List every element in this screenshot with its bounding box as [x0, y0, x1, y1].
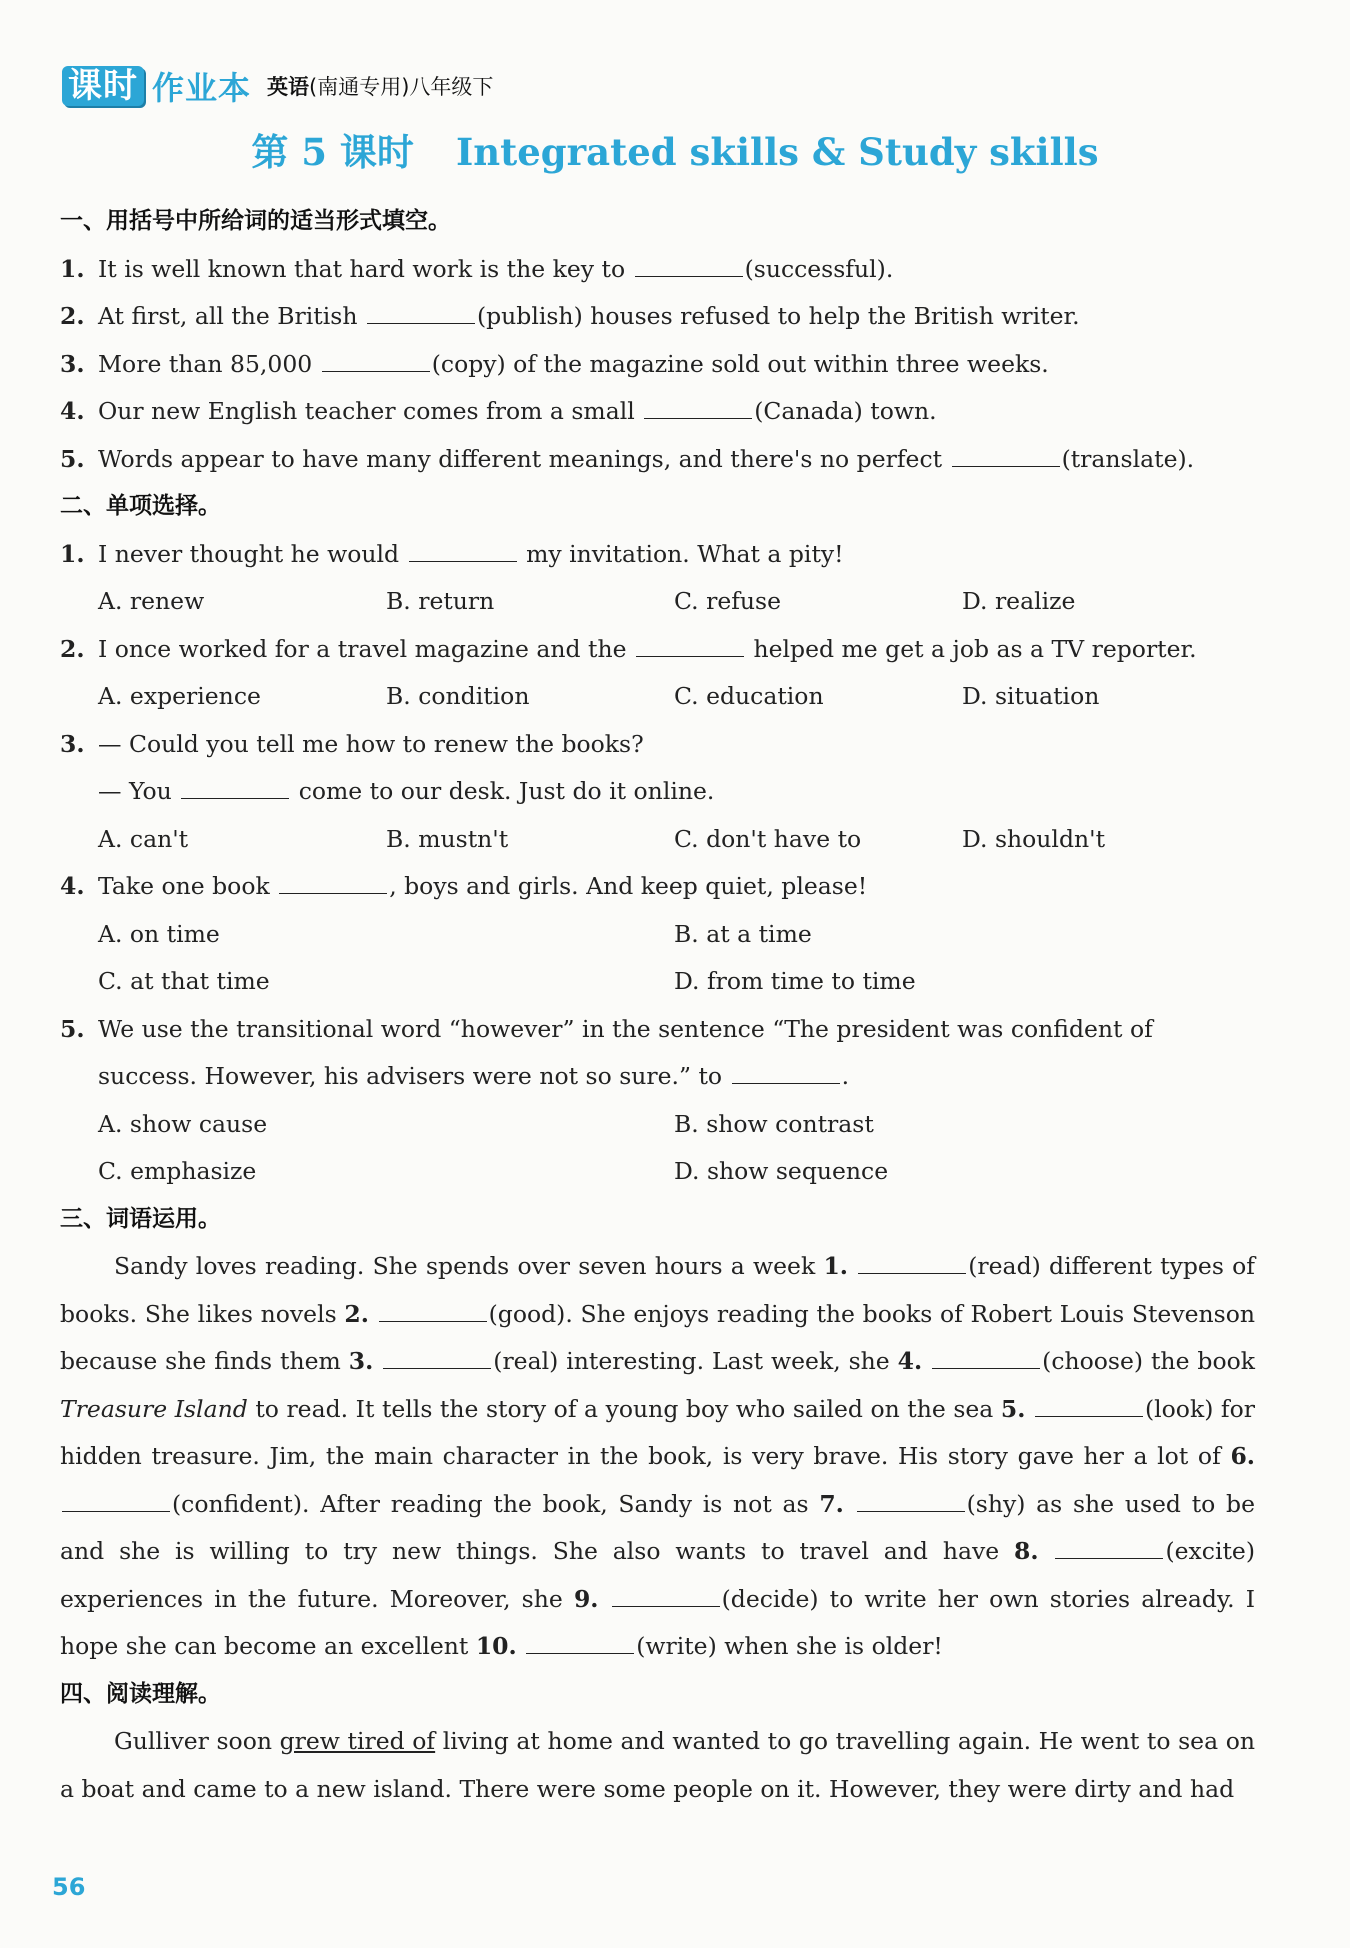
s2-question-5: 5. We use the transitional word “however” in the sentence “The president was confident of — [60, 1014, 1153, 1043]
answer-blank[interactable] — [279, 863, 387, 894]
section-4-heading: 四、阅读理解。 — [60, 1680, 221, 1707]
s2-q3-reply: — You come to our desk. Just do it online. — [60, 768, 1255, 816]
lesson-topic: Integrated skills & Study skills — [455, 130, 1099, 174]
option-a[interactable]: A. can't — [98, 824, 189, 853]
s1-question-1: 1. It is well known that hard work is the key to (successful). — [60, 246, 1255, 294]
s2-q2-options — [60, 673, 1255, 721]
answer-blank[interactable] — [62, 1481, 170, 1512]
lesson-title — [0, 122, 1350, 176]
option-d[interactable]: D. situation — [962, 682, 1100, 710]
s2-question-1: 1. I never thought he would my invitation. What a pity! — [60, 531, 1255, 579]
answer-blank[interactable] — [644, 388, 752, 419]
series-brand: 作业本 — [152, 69, 252, 107]
option-b[interactable]: B. return — [386, 587, 495, 615]
blank-number: 6. — [1230, 1442, 1255, 1470]
option-a[interactable]: A. on time — [98, 919, 220, 948]
answer-blank[interactable] — [636, 626, 744, 657]
s1-question-4: 4. Our new English teacher comes from a small (Canada) town. — [60, 388, 1255, 436]
option-c[interactable]: C. at that time — [98, 967, 270, 995]
answer-blank[interactable] — [383, 1338, 491, 1369]
page-header — [62, 64, 493, 108]
answer-blank[interactable] — [409, 531, 517, 562]
book-title: Treasure Island — [60, 1394, 248, 1423]
s1-question-2: 2. At first, all the British (publish) houses refused to help the British writer. — [60, 293, 1255, 341]
worksheet-content — [60, 198, 1255, 1813]
option-c[interactable]: C. refuse — [674, 587, 782, 615]
lesson-label: 第 5 课时 — [251, 130, 414, 174]
edition-label: (南通专用)八年级下 — [309, 75, 494, 99]
answer-blank[interactable] — [932, 1338, 1040, 1369]
blank-number: 4. — [897, 1347, 923, 1375]
blank-number: 9. — [573, 1584, 599, 1613]
answer-blank[interactable] — [857, 1481, 965, 1512]
answer-blank[interactable] — [379, 1291, 487, 1322]
s2-q4-options-row1 — [60, 911, 1255, 959]
s4-passage: Gulliver soon grew tired of living at home and wanted to go travelling again. He went to sea on a boat and came to a new island. There were some people on it. However, they were dirty and had — [60, 1727, 1255, 1803]
answer-blank[interactable] — [732, 1053, 840, 1084]
answer-blank[interactable] — [1035, 1386, 1143, 1417]
blank-number: 8. — [1014, 1537, 1039, 1565]
option-d[interactable]: D. shouldn't — [962, 824, 1106, 853]
answer-blank[interactable] — [858, 1243, 966, 1274]
blank-number: 7. — [819, 1489, 844, 1518]
option-d[interactable]: D. from time to time — [674, 967, 916, 995]
answer-blank[interactable] — [1055, 1528, 1163, 1559]
option-b[interactable]: B. condition — [386, 682, 530, 710]
option-a[interactable]: A. experience — [98, 682, 261, 710]
option-b[interactable]: B. at a time — [674, 919, 812, 948]
section-2-heading: 二、单项选择。 — [60, 493, 221, 519]
answer-blank[interactable] — [635, 246, 743, 277]
s3-passage: Sandy loves reading. She spends over seven hours a week 1. (read) different types of books. She likes novels 2. (good). She enjoys reading the books of Robert Louis Stevenson because she finds them 3. (real) interesting. Last week, she 4. (choose) the book Treasure Island to read. It tells the story of a young boy who sailed on the sea 5. (look) for hidden treasure. Jim, the main character in the book, is very brave. His story gave her a lot of 6. (confident). After reading the book, Sandy is not as 7. (shy) as she used to be and she is willing to try new things. She also wants to travel and have 8. (excite) experiences in the future. Moreover, she 9. (decide) to write her own stories already. I hope she can become an excellent 10. (write) when she is older! — [60, 1243, 1255, 1671]
s1-question-3: 3. More than 85,000 (copy) of the magazine sold out within three weeks. — [60, 341, 1255, 389]
option-a[interactable]: A. renew — [98, 587, 205, 615]
blank-number: 2. — [344, 1299, 369, 1328]
option-b[interactable]: B. mustn't — [386, 824, 509, 853]
blank-number: 3. — [348, 1347, 374, 1375]
s2-question-3: 3. — Could you tell me how to renew the books? — [60, 729, 644, 758]
option-d[interactable]: D. realize — [962, 587, 1076, 615]
s2-question-4: 4. Take one book , boys and girls. And keep quiet, please! — [60, 863, 1255, 911]
page-number: 56 — [52, 1873, 86, 1901]
answer-blank[interactable] — [612, 1576, 720, 1607]
subject-label: 英语 — [267, 75, 310, 99]
answer-blank[interactable] — [367, 293, 475, 324]
s2-q5-cont: success. However, his advisers were not so sure.” to . — [60, 1053, 1255, 1101]
option-d[interactable]: D. show sequence — [674, 1157, 889, 1185]
answer-blank[interactable] — [526, 1623, 634, 1654]
blank-number: 5. — [1000, 1394, 1026, 1423]
option-c[interactable]: C. education — [674, 682, 824, 710]
option-b[interactable]: B. show contrast — [674, 1109, 874, 1138]
s1-question-5: 5. Words appear to have many different meanings, and there's no perfect (translate). — [60, 436, 1255, 484]
blank-number: 1. — [823, 1252, 848, 1280]
s2-question-2: 2. I once worked for a travel magazine and the helped me get a job as a TV reporter. — [60, 626, 1255, 674]
s2-q4-options-row2 — [60, 958, 1255, 1006]
answer-blank[interactable] — [952, 436, 1060, 467]
option-a[interactable]: A. show cause — [98, 1109, 268, 1138]
s2-q3-options — [60, 816, 1255, 864]
option-c[interactable]: C. emphasize — [98, 1157, 257, 1185]
option-c[interactable]: C. don't have to — [674, 824, 862, 853]
s2-q5-options-row1 — [60, 1101, 1255, 1149]
blank-number: 10. — [475, 1632, 517, 1660]
answer-blank[interactable] — [181, 768, 289, 799]
s2-q1-options — [60, 578, 1255, 626]
s2-q5-options-row2 — [60, 1148, 1255, 1196]
answer-blank[interactable] — [322, 341, 430, 372]
section-1-heading: 一、用括号中所给词的适当形式填空。 — [60, 208, 451, 234]
underlined-phrase: grew tired of — [279, 1727, 436, 1755]
series-logo: 课时 — [62, 66, 144, 106]
section-3-heading: 三、词语运用。 — [60, 1205, 221, 1232]
